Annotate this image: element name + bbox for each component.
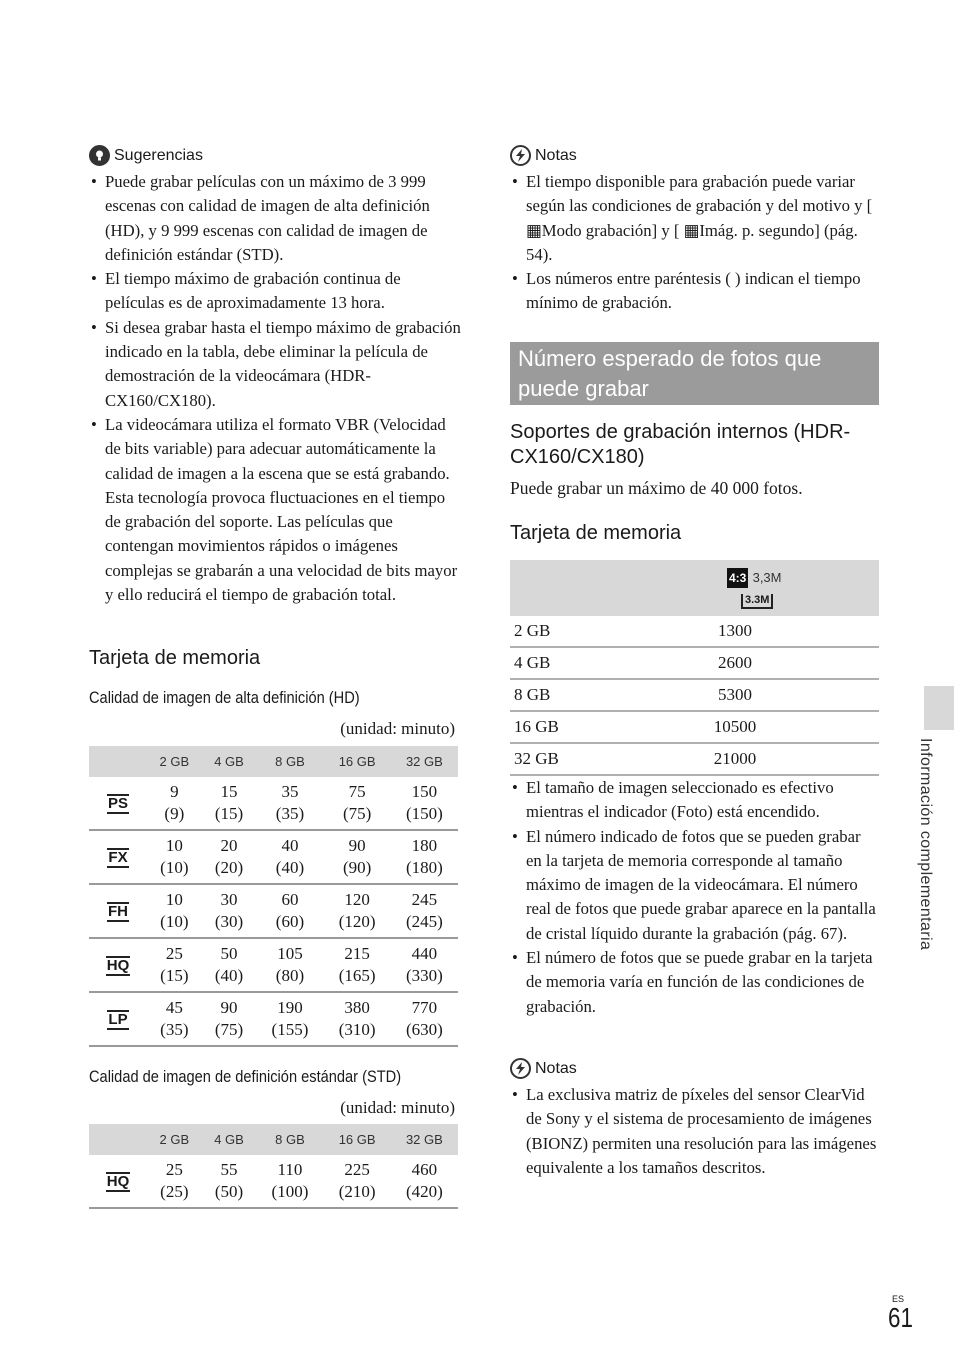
notes-title: Notas xyxy=(535,146,577,164)
table-cell: 55 (50) xyxy=(214,1160,244,1201)
table-cell: 16 GB xyxy=(510,711,670,743)
table-cell: 4 GB xyxy=(510,647,670,679)
table-cell: 150 (150) xyxy=(405,782,443,823)
table-cell: 8 GB xyxy=(510,679,670,711)
list-item: • La videocámara utiliza el formato VBR (Velocidad de bits variable) para adecuar automáticamente la calidad de imagen a la escena que se está grabando. Esta tecnología provoca fluctuaciones en el tiempo de grabación del soporte. Las películas que contengan movimientos rápidos o imágenes complejas se grabarán a una velocidad de bits mayor y ello reducirá el tiempo de grabación total. xyxy=(89,413,461,607)
table-cell: 110 (100) xyxy=(271,1160,309,1201)
hd-unit: (unidad: minuto) xyxy=(340,719,455,738)
header-cell xyxy=(89,746,147,777)
table-row xyxy=(510,711,879,743)
hd-table-title: Calidad de imagen de alta definición (HD) xyxy=(89,688,360,707)
table-cell: 10 (10) xyxy=(160,836,189,877)
table-cell: 215 (165) xyxy=(338,944,376,985)
image-size-label: 3,3M xyxy=(752,570,782,585)
header-cell: 8 GB xyxy=(256,1124,323,1155)
table-cell: 105 (80) xyxy=(275,944,305,985)
table-cell: 120 (120) xyxy=(338,890,376,931)
section-side-label: Información complementaria xyxy=(917,738,934,951)
hd-table xyxy=(89,746,458,1047)
table-cell: 180 (180) xyxy=(405,836,443,877)
table-cell: 770 (630) xyxy=(405,998,443,1039)
page-number-value: 61 xyxy=(888,1302,913,1333)
tips-heading xyxy=(89,145,203,166)
table-cell: 245 (245) xyxy=(405,890,443,931)
lightning-icon xyxy=(510,145,531,166)
photo-table xyxy=(510,560,879,776)
header-cell: 16 GB xyxy=(324,746,391,777)
table-cell: 9 (9) xyxy=(164,782,185,823)
list-item: • La exclusiva matriz de píxeles del sensor ClearVid de Sony y el sistema de procesamiento de imágenes (BIONZ) permiten una resolución para las imágenes equivalente a los tamaños descritos. xyxy=(510,1083,880,1180)
table-row xyxy=(89,938,458,992)
header-cell xyxy=(670,560,879,616)
memcard-heading-right: Tarjeta de memoria xyxy=(510,522,682,544)
lightbulb-icon xyxy=(89,145,110,166)
notes-heading-2 xyxy=(510,1058,577,1079)
list-item: • Si desea grabar hasta el tiempo máximo de grabación indicado en la tabla, debe eliminar la película de demostración de la videocámara (HDR-CX160/CX180). xyxy=(89,316,461,413)
header-cell: 2 GB xyxy=(147,1124,202,1155)
table-row xyxy=(89,777,458,830)
table-row xyxy=(89,992,458,1046)
list-item: • El número indicado de fotos que se pueden grabar en la tarjeta de memoria corresponde al tamaño máximo de imagen de la videocámara. El número real de fotos que puede grabar aparece en la pantalla de cristal líquido durante la grabación (pág. 67). xyxy=(510,825,880,946)
mode-cell xyxy=(89,830,147,884)
list-item: • El tamaño de imagen seleccionado es efectivo mientras el indicador (Foto) está encendido. xyxy=(510,776,880,825)
section-tab xyxy=(924,686,954,730)
std-table xyxy=(89,1124,458,1209)
aspect-ratio-icon: 4:3 xyxy=(727,568,748,588)
mode-icon: FX xyxy=(108,849,128,866)
list-item: • Puede grabar películas con un máximo de 3 999 escenas con calidad de imagen de alta definición (HD), y 9 999 escenas con calidad de imagen de definición estándar (STD). xyxy=(89,170,461,267)
header-cell: 32 GB xyxy=(391,1124,458,1155)
table-header-row xyxy=(510,560,879,616)
header-cell: 4 GB xyxy=(202,746,257,777)
list-item: • El número de fotos que se puede grabar en la tarjeta de memoria varía en función de las condiciones de grabación. xyxy=(510,946,880,1019)
mode-icon: HQ xyxy=(106,1173,130,1190)
table-cell: 60 (60) xyxy=(275,890,305,931)
table-cell: 35 (35) xyxy=(275,782,305,823)
mode-cell xyxy=(89,992,147,1046)
header-cell: 32 GB xyxy=(391,746,458,777)
tips-list xyxy=(89,170,461,607)
table-cell: 25 (15) xyxy=(160,944,189,985)
table-row xyxy=(89,830,458,884)
table-cell: 5300 xyxy=(670,679,879,711)
table-cell: 50 (40) xyxy=(214,944,244,985)
table-cell: 2600 xyxy=(670,647,879,679)
page-number xyxy=(888,1294,919,1332)
table-row xyxy=(89,884,458,938)
table-cell: 21000 xyxy=(670,743,879,775)
image-size-icon: 3.3M xyxy=(741,594,773,609)
header-cell xyxy=(510,560,670,616)
notes-heading xyxy=(510,145,577,166)
mode-cell xyxy=(89,938,147,992)
table-cell: 90 (75) xyxy=(214,998,244,1039)
table-cell: 90 (90) xyxy=(342,836,372,877)
mode-cell xyxy=(89,884,147,938)
table-cell: 440 (330) xyxy=(405,944,443,985)
table-row xyxy=(510,647,879,679)
table-cell: 25 (25) xyxy=(160,1160,189,1201)
internal-heading: Soportes de grabación internos (HDR-CX160/CX180) xyxy=(510,421,851,468)
table-cell: 45 (35) xyxy=(160,998,189,1039)
table-row xyxy=(510,679,879,711)
table-cell: 32 GB xyxy=(510,743,670,775)
header-cell xyxy=(89,1124,147,1155)
table-header-row xyxy=(89,1124,458,1155)
table-cell: 75 (75) xyxy=(342,782,372,823)
std-table-title: Calidad de imagen de definición estándar (STD) xyxy=(89,1067,402,1086)
tips-title: Sugerencias xyxy=(114,146,203,164)
table-row xyxy=(89,1155,458,1208)
list-item: • El tiempo disponible para grabación puede variar según las condiciones de grabación y del motivo y [ ▦Modo grabación] y [ ▦Imág. p. segundo] (pág. 54). xyxy=(510,170,880,267)
notes-list xyxy=(510,170,880,316)
table-row xyxy=(510,616,879,647)
notes-list-2 xyxy=(510,1083,880,1180)
header-cell: 2 GB xyxy=(147,746,202,777)
table-cell: 40 (40) xyxy=(275,836,305,877)
table-cell: 2 GB xyxy=(510,616,670,647)
table-cell: 1300 xyxy=(670,616,879,647)
header-cell: 4 GB xyxy=(202,1124,257,1155)
memcard-heading: Tarjeta de memoria xyxy=(89,647,261,669)
mode-cell xyxy=(89,1155,147,1208)
lightning-icon xyxy=(510,1058,531,1079)
mode-icon: LP xyxy=(108,1011,128,1028)
std-unit: (unidad: minuto) xyxy=(340,1098,455,1117)
table-cell: 190 (155) xyxy=(271,998,309,1039)
notes-title: Notas xyxy=(535,1059,577,1077)
table-cell: 15 (15) xyxy=(214,782,244,823)
header-cell: 16 GB xyxy=(324,1124,391,1155)
page-lang: ES xyxy=(892,1294,905,1304)
table-cell: 225 (210) xyxy=(338,1160,376,1201)
table-cell: 10500 xyxy=(670,711,879,743)
table-cell: 10 (10) xyxy=(160,890,189,931)
list-item: • El tiempo máximo de grabación continua de películas es de aproximadamente 13 hora. xyxy=(89,267,461,316)
table-cell: 460 (420) xyxy=(405,1160,443,1201)
photo-notes-list xyxy=(510,776,880,1019)
table-row xyxy=(510,743,879,775)
section-banner: Número esperado de fotos que puede grabar xyxy=(510,342,879,405)
internal-text: Puede grabar un máximo de 40 000 fotos. xyxy=(510,478,803,498)
table-cell: 20 (20) xyxy=(214,836,244,877)
list-item: • Los números entre paréntesis ( ) indican el tiempo mínimo de grabación. xyxy=(510,267,880,316)
table-cell: 30 (30) xyxy=(214,890,244,931)
mode-cell xyxy=(89,777,147,830)
mode-icon: HQ xyxy=(106,957,130,974)
table-header-row xyxy=(89,746,458,777)
table-cell: 380 (310) xyxy=(338,998,376,1039)
mode-icon: PS xyxy=(107,795,128,812)
mode-icon: FH xyxy=(108,903,128,920)
header-cell: 8 GB xyxy=(256,746,323,777)
